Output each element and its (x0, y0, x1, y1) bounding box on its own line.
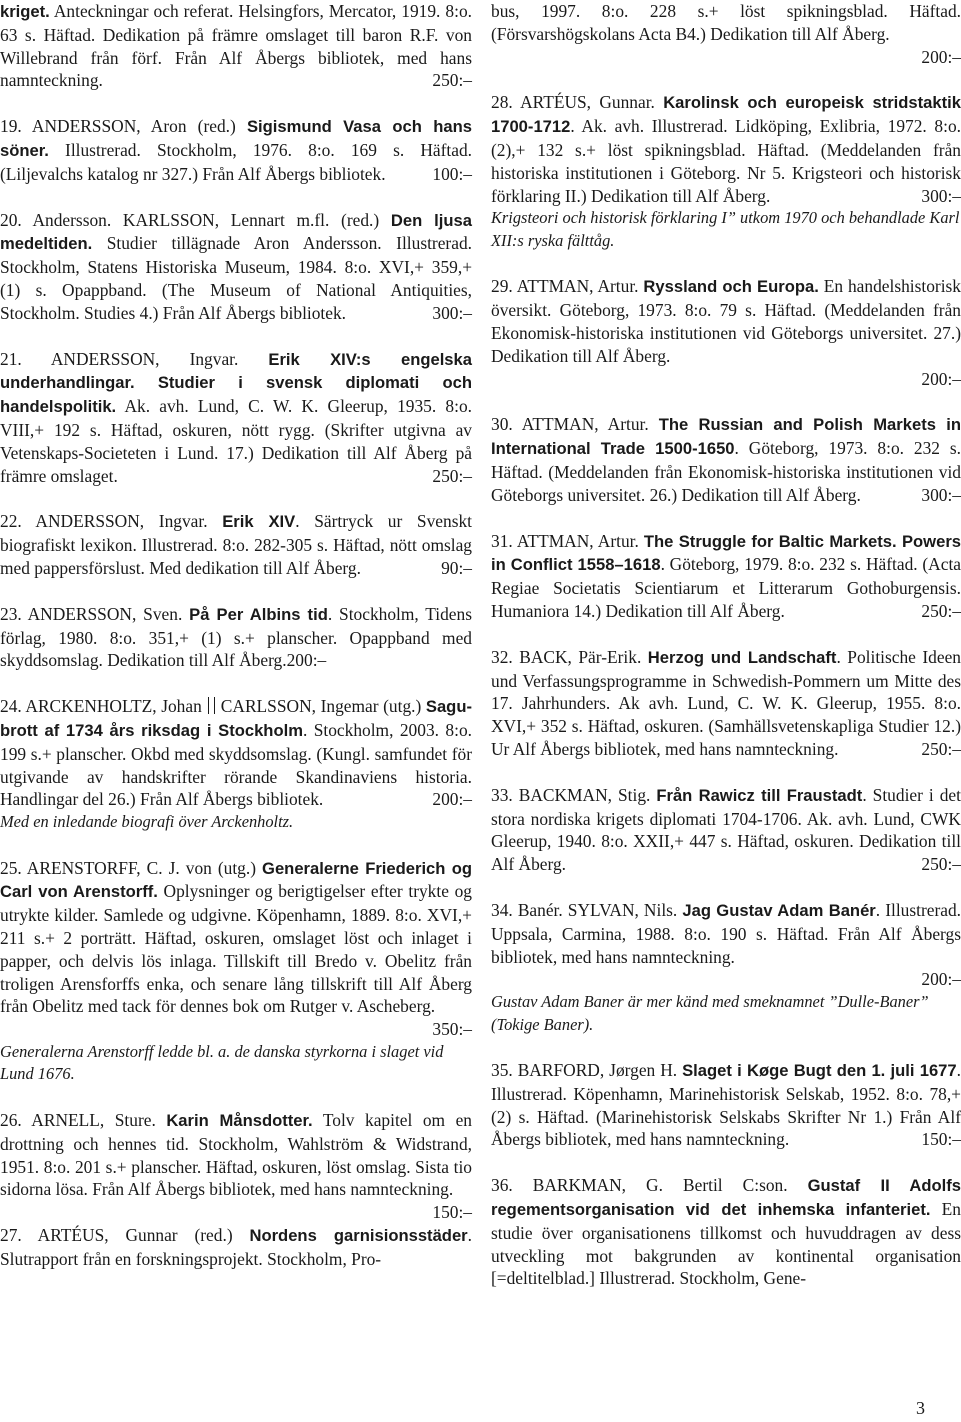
entry-author: 32. BACK, Pär-Erik. (491, 646, 648, 667)
entry-price: 150:– (432, 1202, 472, 1223)
entry-price: 250:– (921, 854, 961, 875)
catalog-entry-35 (491, 1059, 961, 1151)
catalog-entry-20 (0, 209, 472, 325)
entry-author: 24. ARCKENHOLTZ, Johan (0, 696, 202, 717)
double-bar-separator (208, 697, 215, 714)
entry-title: The Russian and Polish Markets in International Trade 1500-1650 (491, 415, 961, 459)
catalog-entry-18 (0, 0, 472, 92)
entry-author: 19. ANDERSSON, Aron (red.) (0, 116, 247, 137)
catalog-entry-30 (491, 413, 961, 506)
entry-coauthor: CARLSSON, Ingemar (utg.) (220, 696, 426, 717)
entry-title: The Struggle for Baltic Markets. Powers in Conflict 1558–1618 (491, 531, 961, 575)
entry-price: 250:– (921, 600, 961, 621)
entry-details: Ak. avh. Lund, C. W. K. Gleerup, 1935. 8:o. VIII,+ 192 s. Häftad, oskuren, nött rygg. (Skrifter utgivna av Vetenskaps-Societeten i Lund. 17.) Dedikation till Alf Åberg på främre omslaget. (0, 396, 472, 486)
catalog-entry-32 (491, 646, 961, 761)
entry-title: Generalerne Friederich og Carl von Arenstorff. (0, 858, 472, 902)
catalog-entry-19 (0, 115, 472, 185)
catalog-entry-29 (491, 275, 961, 367)
catalog-entry-36 (491, 1174, 961, 1290)
entry-title: Ryssland och Europa. (643, 277, 819, 297)
entry-price: 150:– (921, 1129, 961, 1150)
entry-author: 30. ATTMAN, Artur. (491, 414, 659, 435)
entry-details: . Illustrerad. Köpenhamn, Marinehistorisk Selskab, 1952. 8:o. 78,+ (2) s. Häftad. (Marinehistorisk Selskabs Skrifter Nr 1.) Från Alf Åbergs bibliotek, med hans namnteckning. (491, 1060, 961, 1150)
entry-title: Karolinsk och europeisk stridstaktik 1700-1712 (491, 93, 961, 137)
entry-author: 34. Banér. SYLVAN, Nils. (491, 899, 683, 920)
entry-details: . Göteborg, 1973. 8:o. 232 s. Häftad. (Meddelanden från Ekonomisk-historiska institutionen vid Göteborgs universitet. 26.) Dedikation till Alf Åberg. (491, 438, 961, 505)
catalog-entry-31 (491, 530, 961, 623)
catalog-entry-27-continued (491, 0, 961, 46)
entry-details: Illustrerad. Stockholm, 1976. 8:o. 169 s. Häftad. (Liljevalchs katalog nr 327.) Från Alf Åbergs bibliotek. (0, 139, 472, 184)
entry-details: En handelshistorisk översikt. Göteborg, 1973. 8:o. 79 s. Häftad. (Meddelanden från Ekonomisk-historiska institutionen vid Göteborgs universitet. 27.) Dedikation till Alf Åberg. (491, 276, 961, 366)
entry-title: Den ljusa medeltiden. (0, 210, 472, 254)
entry-note: Krigsteori och historisk förklaring I” utkom 1970 och behandlade Karl XII:s ryska fälttåg. (491, 208, 960, 250)
entry-title: Jag Gustav Adam Banér (682, 900, 876, 920)
entry-details: . Särtryck ur Svenskt biografiskt lexikon. Illustrerad. 8:o. 282-305 s. Häftad, nött omslag med pappersförslust. Med dedikation till Alf Åberg. (0, 511, 472, 578)
entry-details: En studie över organisationens tillkomst och huvuddragen av dess utveckling mot bakgrunden av kontinental organisation [=deltitelblad.] Illustrerad. Stockholm, Gene- (491, 1199, 961, 1289)
entry-price: 300:– (432, 302, 472, 323)
entry-author: 23. ANDERSSON, Sven. (0, 603, 190, 624)
entry-title: Nordens garnisionsstäder (249, 1226, 468, 1246)
catalog-entry-28 (491, 91, 961, 207)
entry-price: 250:– (921, 738, 961, 759)
entry-title: Sagu-brott af 1734 års riksdag i Stockholm (0, 697, 472, 740)
entry-title: Erik XIV:s engelska underhandlingar. Studier i svensk diplomati och handelspolitik. (0, 349, 472, 417)
entry-title: Karin Månsdotter. (166, 1110, 313, 1130)
catalog-entry-26 (0, 1109, 473, 1223)
entry-price: 350:– (432, 1019, 472, 1040)
entry-author: 20. Andersson. KARLSSON, Lennart m.fl. (red.) (0, 209, 391, 230)
entry-price: 200:– (432, 789, 472, 810)
entry-author: 22. ANDERSSON, Ingvar. (0, 511, 223, 532)
page-number: 3 (916, 1398, 925, 1418)
entry-price: 100:– (432, 163, 472, 184)
entry-title: Slaget i Køge Bugt den 1. juli 1677 (682, 1061, 957, 1081)
entry-price: 300:– (921, 484, 961, 505)
entry-details: . Slutrapport från en forskningsprojekt. Stockholm, Pro- (0, 1225, 472, 1269)
entry-price: 250:– (432, 465, 472, 486)
entry-title: Erik XIV (222, 512, 296, 532)
entry-note: Gustav Adam Baner är mer känd med smeknamnet ”Dulle-Baner” (Tokige Baner). (491, 992, 929, 1034)
entry-author: 27. ARTÉUS, Gunnar (red.) (0, 1225, 250, 1246)
entry-author: 35. BARFORD, Jørgen H. (491, 1060, 683, 1081)
entry-author: 21. ANDERSSON, Ingvar. (0, 348, 269, 369)
catalog-entry-22 (0, 510, 472, 579)
entry-details: . Politische Ideen und Verfassungsprogramme in Schwedish-Pommern um Mitte des 17. Jahrhunders. Ak avh. Lund, C. W. K. Gleerup, 1955. 8:o. XVI,+ 352 s. Häftad, oskuren. (Samhällsvetenskapliga Studier 12.) Ur Alf Åbergs bibliotek, med hans namnteckning. (491, 646, 961, 759)
entry-details: . Illustrerad. Uppsala, Carmina, 1988. 8:o. 190 s. Häftad. Från Alf Åbergs bibliotek, med hans namnteckning. (491, 899, 961, 967)
catalog-entry-27 (0, 1224, 472, 1271)
catalog-entry-33 (491, 784, 961, 876)
entry-details: . Stockholm, Tidens förlag, 1980. 8:o. 351,+ (1) s.+ planscher. Opappband med skyddsomslag. Dedikation till Alf Åberg. (0, 603, 472, 671)
entry-note: Generalerna Arenstorff ledde bl. a. de danska styrkorna i slaget vid Lund 1676. (0, 1041, 444, 1084)
entry-details: . Stockholm, 2003. 8:o. 199 s.+ planscher. Okbd med skyddsomslag. (Kungl. samfundet för utgivande av handskrifter rörande Skandinaviens historia. Handlingar del 26.) Från Alf Åbergs bibliotek. (0, 719, 472, 810)
entry-author: 28. ARTÉUS, Gunnar. (491, 92, 664, 113)
catalog-entry-34 (491, 899, 961, 968)
entry-price: 200:– (921, 46, 961, 67)
entry-details: Anteckningar och referat. Helsingfors, Mercator, 1919. 8:o. 63 s. Häftad. Dedikation på främre omslaget till baron R.F. von Willebrand från förf. Från Alf Åbergs bibliotek, med hans namnteckning. (0, 1, 472, 91)
entry-author: 33. BACKMAN, Stig. (491, 784, 657, 805)
entry-title: kriget. (0, 2, 50, 21)
entry-title: På Per Albins tid (189, 604, 328, 624)
entry-title: Herzog und Landschaft (647, 647, 837, 667)
entry-price: 300:– (921, 185, 961, 206)
entry-author: 25. ARENSTORFF, C. J. von (utg.) (0, 857, 263, 878)
entry-price: 200:– (921, 368, 961, 389)
right-column (491, 0, 961, 1290)
entry-title: Sigismund Vasa och hans söner. (0, 117, 473, 160)
entry-details: Tolv kapitel om en drottning och hennes tid. Stockholm, Wahlström & Widstrand, 1951. 8:o. 201 s.+ planscher. Häftad, oskuren, löst omslag. Sista tio sidorna lösa. Från Alf Åbergs bibliotek, med hans namnteckning. (0, 1109, 473, 1200)
entry-price: 90:– (441, 557, 472, 578)
entry-details: Oplysninger og berigtigelser efter trykte og utrykte kilder. Samlede og udgivne. Köpenhamn, 1889. 8:o. XVI,+ 211 s.+ 2 porträtt. Häftad, oskuren, omslaget löst och inlaget i papper, och delvis lös inlaga. Tillskift till Bredo v. Obelitz från troligen Arensforffs enka, och senare lång tillskrift till Alf Åberg från Obelitz med tack för dennes bok om Rutger v. Ascheberg. (0, 881, 472, 1017)
entry-details: bus, 1997. 8:o. 228 s.+ löst spikningsblad. Häftad. (Försvarshögskolans Acta B4.) Dedikation till Alf Åberg. (491, 1, 961, 44)
entry-details: Studier tillägnade Aron Andersson. Illustrerad. Stockholm, Statens Historiska Museum, 1984. 8:o. XVI,+ 359,+ (1) s. Opappband. (The Museum of National Antiquities, Stockholm. Studies 4.) Från Alf Åbergs bibliotek. (0, 233, 472, 323)
left-column (0, 0, 472, 1271)
entry-author: 31. ATTMAN, Artur. (491, 530, 644, 551)
catalog-entry-25 (0, 857, 472, 1019)
entry-author: 36. BARKMAN, G. Bertil C:son. (491, 1175, 808, 1196)
entry-details: . Ak. avh. Illustrerad. Lidköping, Exlibria, 1972. 8:o. (2),+ 132 s.+ löst spikningsblad. Häftad. (Meddelanden från historiska institutionen i Göteborg. Nr 5. Krigsteori och historisk förklaring II.) Dedikation till Alf Åberg. (491, 116, 961, 206)
entry-title: Gustaf II Adolfs regementsorganisation vid det inhemska infanteriet. (491, 1176, 961, 1220)
entry-details: . Studier i det stora nordiska krigets diplomati 1704-1706. Ak. avh. Lund, CWK Gleerup, 1940. 8:o. XXII,+ 447 s. Häftad, oskuren. Dedikation till Alf Åberg. (491, 784, 961, 875)
entry-details: . Göteborg, 1979. 8:o. 232 s. Häftad. (Acta Regiae Societatis Scientiarum et Litterarum Gothoburgensis. Humaniora 14.) Dedikation till Alf Åberg. (491, 554, 961, 621)
entry-title: Från Rawicz till Fraustadt (656, 785, 863, 805)
entry-note: Med en inledande biografi över Arckenholtz. (0, 812, 294, 832)
entry-price: 250:– (432, 70, 472, 91)
entry-author: 26. ARNELL, Sture. (0, 1109, 167, 1130)
catalog-entry-24 (0, 695, 472, 811)
catalog-entry-23 (0, 603, 472, 672)
entry-price: 200:– (921, 969, 961, 990)
entry-author: 29. ATTMAN, Artur. (491, 276, 644, 297)
entry-price: 200:– (286, 650, 327, 671)
catalog-entry-21 (0, 348, 472, 488)
